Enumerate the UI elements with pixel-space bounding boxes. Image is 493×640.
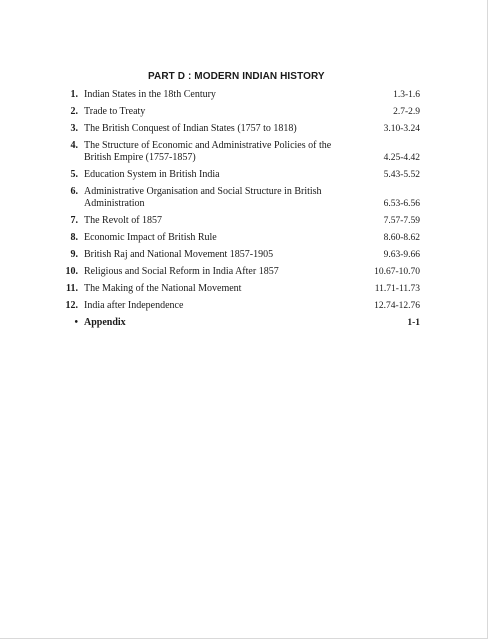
entry-number: 1. [70, 89, 78, 100]
entry-pages: 5.43-5.52 [383, 170, 420, 180]
toc-entry-12[interactable] [56, 300, 424, 317]
entry-title: Appendix [84, 317, 126, 328]
entry-title: Religious and Social Reform in India After 1857 [84, 266, 279, 277]
entry-pages: 7.57-7.59 [383, 216, 420, 226]
toc-entry-9[interactable] [56, 249, 424, 266]
toc-entry-1[interactable] [56, 89, 424, 106]
entry-pages: 11.71-11.73 [374, 284, 420, 294]
entry-pages: 10.67-10.70 [374, 267, 420, 277]
entry-number: 8. [70, 232, 78, 243]
toc-entry-4[interactable] [56, 140, 424, 169]
toc-entry-appendix[interactable] [56, 317, 424, 334]
entry-title: The Making of the National Movement [84, 283, 242, 294]
entry-pages: 1-1 [407, 318, 420, 328]
entry-title: India after Independence [84, 300, 184, 311]
entry-pages: 2.7-2.9 [393, 107, 420, 117]
entry-pages: 8.60-8.62 [383, 233, 420, 243]
entry-number: 10. [65, 266, 78, 277]
table-of-contents [56, 89, 424, 334]
toc-entry-6[interactable] [56, 186, 424, 215]
entry-number: 2. [70, 106, 78, 117]
toc-entry-11[interactable] [56, 283, 424, 300]
entry-number: 7. [70, 215, 78, 226]
entry-pages: 6.53-6.56 [383, 199, 420, 209]
entry-title: British Raj and National Movement 1857-1905 [84, 249, 274, 260]
entry-number: 6. [70, 186, 78, 197]
entry-title: The British Conquest of Indian States (1757 to 1818) [84, 123, 297, 134]
toc-entry-10[interactable] [56, 266, 424, 283]
toc-entry-7[interactable] [56, 215, 424, 232]
entry-number: 11. [66, 283, 78, 294]
entry-number: 12. [65, 300, 78, 311]
entry-pages: 12.74-12.76 [374, 301, 420, 311]
entry-title: Administrative Organisation and Social Structure in British Administration [84, 186, 322, 209]
entry-title: Economic Impact of British Rule [84, 232, 217, 243]
part-title: PART D : MODERN INDIAN HISTORY [148, 71, 325, 82]
entry-title: Education System in British India [84, 169, 220, 180]
entry-number: 5. [70, 169, 78, 180]
entry-pages: 1.3-1.6 [393, 90, 420, 100]
entry-title: Indian States in the 18th Century [84, 89, 216, 100]
bullet-icon: • [74, 317, 78, 328]
entry-title: Trade to Treaty [84, 106, 146, 117]
entry-number: 3. [70, 123, 78, 134]
entry-pages: 9.63-9.66 [383, 250, 420, 260]
entry-title: The Revolt of 1857 [84, 215, 163, 226]
entry-pages: 4.25-4.42 [383, 153, 420, 163]
entry-number: 9. [70, 249, 78, 260]
entry-title: The Structure of Economic and Administrative Policies of the British Empire (1757-1857) [84, 140, 332, 163]
entry-number: 4. [70, 140, 78, 151]
toc-entry-3[interactable] [56, 123, 424, 140]
toc-entry-5[interactable] [56, 169, 424, 186]
toc-entry-2[interactable] [56, 106, 424, 123]
entry-pages: 3.10-3.24 [383, 124, 420, 134]
toc-entry-8[interactable] [56, 232, 424, 249]
